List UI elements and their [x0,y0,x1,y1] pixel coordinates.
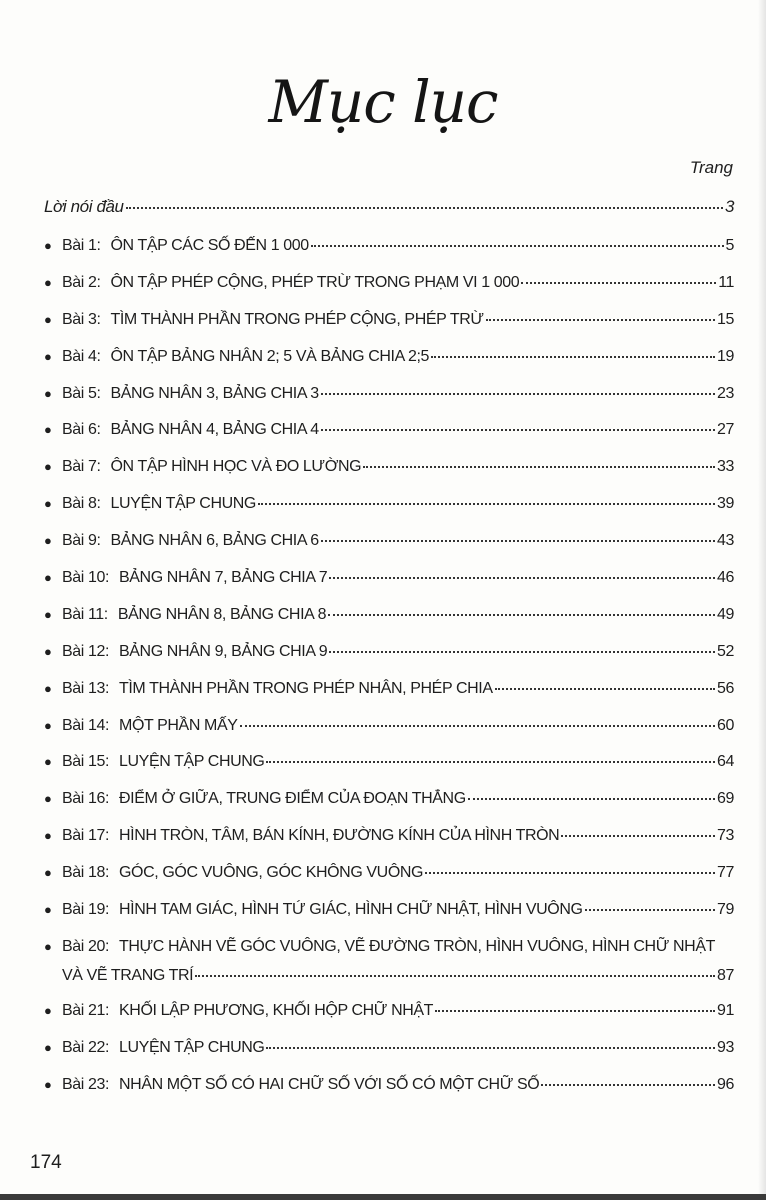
toc-entry-label-cont: VÀ VẼ TRANG TRÍ [62,966,194,984]
toc-entry-page: 87 [717,966,734,984]
bullet-icon: ● [44,311,52,327]
toc-entry-intro[interactable] [44,197,734,237]
dot-leader [561,835,715,837]
toc-entry[interactable] [44,606,734,643]
lesson-number: Bài 7: [62,458,101,476]
lesson-number: Bài 20: [62,937,110,955]
toc-entry-page: 93 [717,1038,734,1056]
toc-entry-label: GÓC, GÓC VUÔNG, GÓC KHÔNG VUÔNG [119,864,424,882]
toc-entry-page: 69 [717,790,734,808]
dot-leader [321,393,715,395]
toc-entry-page: 79 [717,901,734,919]
toc-entry[interactable] [44,311,734,348]
dot-leader [195,975,715,977]
lesson-number: Bài 19: [62,901,110,919]
scan-border [0,1194,766,1200]
dot-leader [585,909,715,911]
bullet-icon: ● [44,1039,52,1055]
dot-leader [311,245,724,247]
dot-leader [541,1084,715,1086]
dot-leader [521,282,716,284]
lesson-number: Bài 9: [62,532,101,550]
page-title: Mục lục [268,68,498,136]
toc-entry-label: THỰC HÀNH VẼ GÓC VUÔNG, VẼ ĐƯỜNG TRÒN, HÌNH VUÔNG, HÌNH CHỮ NHẬT [119,937,715,955]
lesson-number: Bài 15: [62,753,110,771]
toc-entry[interactable] [44,495,734,532]
toc-entry-label: BẢNG NHÂN 8, BẢNG CHIA 8 [117,605,327,623]
toc-entry-label: BẢNG NHÂN 6, BẢNG CHIA 6 [110,532,319,550]
lesson-number: Bài 1: [62,237,101,254]
lesson-number: Bài 11: [62,605,108,623]
bullet-icon: ● [44,902,52,918]
lesson-number: Bài 8: [62,495,101,513]
bullet-icon: ● [44,606,52,622]
toc-entry[interactable] [44,790,734,827]
toc-entry[interactable] [44,274,734,311]
toc-entry-label: BẢNG NHÂN 4, BẢNG CHIA 4 [110,421,319,439]
toc-entry[interactable] [44,938,734,1002]
lesson-number: Bài 17: [62,827,110,845]
toc-entry[interactable] [44,864,734,901]
dot-leader [321,429,715,431]
toc-entry-page: 19 [717,347,734,365]
toc-entry-page: 3 [724,197,734,216]
bullet-icon: ● [44,938,52,954]
dot-leader [425,872,715,874]
bullet-icon: ● [44,643,52,659]
toc-entry[interactable] [44,385,734,422]
lesson-number: Bài 4: [62,347,101,365]
toc-entry[interactable] [44,1076,734,1113]
toc-entry-page: 60 [717,716,734,734]
bullet-icon: ● [44,570,52,586]
table-of-contents [44,197,734,1113]
bullet-icon: ● [44,274,52,290]
dot-leader [486,319,715,321]
toc-entry[interactable] [44,1002,734,1039]
toc-entry-page: 23 [717,384,734,402]
toc-entry-page: 64 [717,753,734,771]
lesson-number: Bài 12: [62,642,110,660]
toc-entry-page: 49 [717,605,734,623]
toc-entry[interactable] [44,717,734,754]
bullet-icon: ● [44,533,52,549]
bullet-icon: ● [44,238,52,253]
dot-leader [431,356,715,358]
lesson-number: Bài 10: [62,569,110,587]
lesson-number: Bài 13: [62,679,110,697]
toc-entry-label: Lời nói đầu [44,197,124,216]
toc-entry-label: ÔN TẬP PHÉP CỘNG, PHÉP TRỪ TRONG PHẠM VI 1 000 [110,273,520,291]
toc-entry-label: KHỐI LẬP PHƯƠNG, KHỐI HỘP CHỮ NHẬT [119,1001,434,1019]
bullet-icon: ● [44,680,52,696]
toc-entry-page: 52 [717,642,734,660]
dot-leader [126,207,723,209]
dot-leader [329,651,715,653]
dot-leader [258,503,715,505]
toc-entry-page: 46 [717,569,734,587]
toc-entry-page: 27 [717,421,734,439]
toc-entry[interactable] [44,421,734,458]
bullet-icon: ● [44,754,52,770]
bullet-icon: ● [44,459,52,475]
toc-entry-page: 91 [717,1001,734,1019]
toc-entry[interactable] [44,901,734,938]
lesson-number: Bài 6: [62,421,101,439]
toc-entry-label: BẢNG NHÂN 9, BẢNG CHIA 9 [119,642,328,660]
toc-entry-label: NHÂN MỘT SỐ CÓ HAI CHỮ SỐ VỚI SỐ CÓ MỘT CHỮ SỐ [119,1075,540,1093]
dot-leader [328,614,715,616]
toc-entry-label: LUYỆN TẬP CHUNG [119,753,265,771]
lesson-number: Bài 18: [62,864,110,882]
toc-entry[interactable] [44,680,734,717]
dot-leader [363,466,715,468]
toc-entry-label: BẢNG NHÂN 7, BẢNG CHIA 7 [119,569,328,587]
toc-entry[interactable] [44,348,734,385]
bullet-icon: ● [44,1002,52,1018]
lesson-number: Bài 5: [62,384,101,402]
bullet-icon: ● [44,717,52,733]
toc-entry-label: TÌM THÀNH PHẦN TRONG PHÉP NHÂN, PHÉP CHIA [119,679,493,697]
lesson-number: Bài 21: [62,1001,110,1019]
toc-entry[interactable] [44,643,734,680]
toc-entry[interactable] [44,827,734,864]
toc-entry-page: 43 [717,532,734,550]
lesson-number: Bài 3: [62,310,101,328]
bullet-icon: ● [44,422,52,438]
toc-entry-page: 56 [717,679,734,697]
lesson-number: Bài 23: [62,1075,110,1093]
toc-entry-page: 15 [717,310,734,328]
page-number: 174 [30,1152,62,1173]
bullet-icon: ● [44,496,52,512]
toc-entry-label: ÔN TẬP BẢNG NHÂN 2; 5 VÀ BẢNG CHIA 2;5 [110,347,430,365]
page-edge-shadow [758,0,766,1200]
toc-entry-label: LUYỆN TẬP CHUNG [119,1038,265,1056]
dot-leader [329,577,715,579]
dot-leader [495,688,715,690]
toc-entry-page: 33 [717,458,734,476]
lesson-number: Bài 14: [62,716,110,734]
dot-leader [266,1047,715,1049]
toc-entry-label: HÌNH TRÒN, TÂM, BÁN KÍNH, ĐƯỜNG KÍNH CỦA HÌNH TRÒN [119,827,560,845]
toc-entry[interactable] [44,569,734,606]
toc-entry-page: 73 [717,827,734,845]
lesson-number: Bài 22: [62,1038,110,1056]
bullet-icon: ● [44,348,52,364]
toc-entry-page: 39 [717,495,734,513]
page-column-header: Trang [689,158,733,177]
bullet-icon: ● [44,385,52,401]
toc-entry[interactable] [44,1039,734,1076]
toc-entry-label: MỘT PHẦN MẤY [119,716,238,734]
dot-leader [240,725,716,727]
toc-entry-label: TÌM THÀNH PHẦN TRONG PHÉP CỘNG, PHÉP TRỪ [110,310,484,328]
bullet-icon: ● [44,1076,52,1092]
dot-leader [266,761,715,763]
toc-entry[interactable] [44,458,734,495]
toc-entry-label: ÔN TẬP HÌNH HỌC VÀ ĐO LƯỜNG [110,458,362,476]
dot-leader [468,798,715,800]
dot-leader [321,540,715,542]
toc-entry-page: 77 [717,864,734,882]
bullet-icon: ● [44,828,52,844]
toc-entry[interactable] [44,237,734,274]
toc-entry-label: LUYỆN TẬP CHUNG [110,495,256,513]
toc-entry-label: ÔN TẬP CÁC SỐ ĐẾN 1 000 [110,237,309,254]
bullet-icon: ● [44,865,52,881]
toc-entry-page: 96 [717,1075,734,1093]
toc-entry-label: ĐIỂM Ở GIỮA, TRUNG ĐIỂM CỦA ĐOẠN THẲNG [119,790,466,808]
lesson-number: Bài 16: [62,790,110,808]
dot-leader [435,1010,715,1012]
bullet-icon: ● [44,791,52,807]
toc-entry-label: BẢNG NHÂN 3, BẢNG CHIA 3 [110,384,319,402]
toc-entry-page: 11 [718,273,734,291]
toc-entry-label: HÌNH TAM GIÁC, HÌNH TỨ GIÁC, HÌNH CHỮ NHẬT, HÌNH VUÔNG [119,901,583,919]
toc-entry-page: 5 [725,237,734,254]
lesson-number: Bài 2: [62,273,101,291]
toc-entry[interactable] [44,753,734,790]
toc-entry[interactable] [44,532,734,569]
